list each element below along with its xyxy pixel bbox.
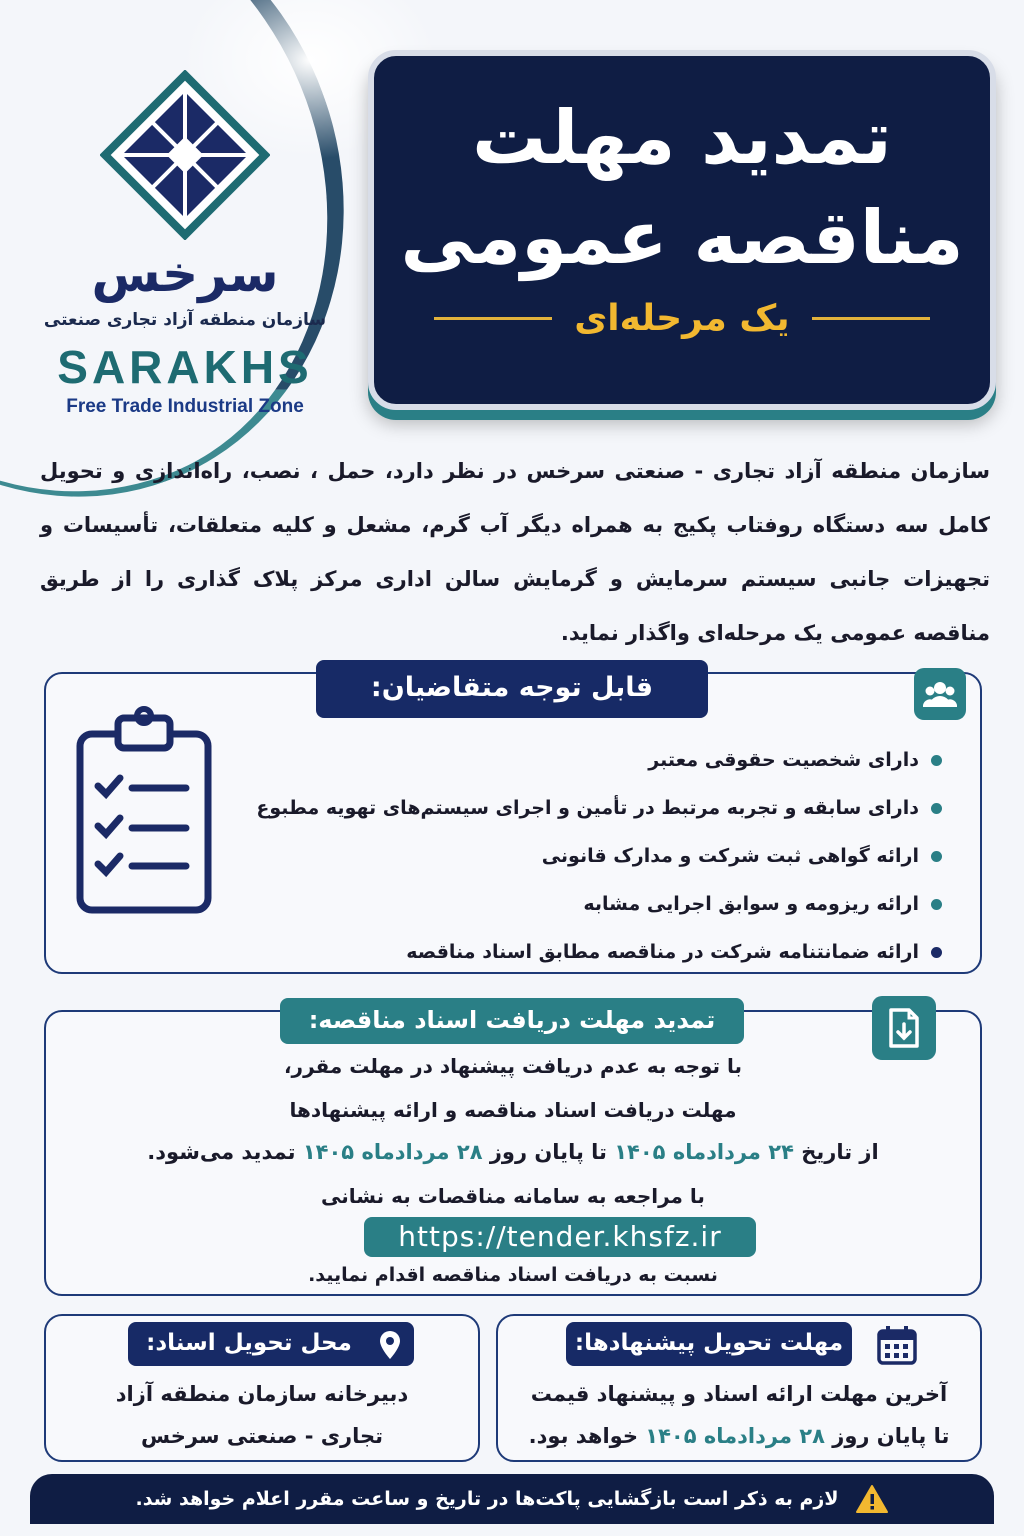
list-item — [256, 736, 942, 784]
location-heading — [128, 1322, 414, 1366]
logo-org-en: Free Trade Industrial Zone — [66, 396, 304, 417]
location-box — [44, 1314, 480, 1462]
tender-url-link[interactable]: https://tender.khsfz.ir — [364, 1217, 756, 1257]
bullet-dot — [931, 947, 942, 958]
gold-divider — [812, 317, 930, 320]
extension-line-2: مهلت دریافت اسناد مناقصه و ارائه پیشنهادها — [289, 1098, 737, 1122]
list-item-text: ارائه ریزومه و سوابق اجرایی مشابه — [583, 893, 919, 915]
deadline-line-2 — [498, 1414, 980, 1458]
location-line-2: تجاری - صنعتی سرخس — [141, 1424, 383, 1448]
footer-text: لازم به ذکر است بازگشایی پاکت‌ها در تاریخ و ساعت مقرر اعلام خواهد شد. — [135, 1488, 839, 1510]
deadline-heading: مهلت تحویل پیشنهادها: — [566, 1322, 852, 1366]
document-download-icon — [872, 996, 936, 1060]
clipboard-checklist-icon — [74, 704, 214, 914]
deadline-line-1: آخرین مهلت ارائه اسناد و پیشنهاد قیمت — [530, 1382, 948, 1406]
intro-paragraph: سازمان منطقه آزاد تجاری - صنعتی سرخس در نظر دارد، حمل ، نصب، راه‌اندازی و تحویل کامل سه دستگاه روفتاب پکیج به همراه دیگر آب گرم، مشعل و کلیه متعلقات، تأسیسات و تجهیزات جانبی سیستم سرمایش و گرمایش سالن اداری مرکز پلاک گذاری را از طریق مناقصه عمومی یک مرحله‌ای واگذار نماید. — [40, 459, 990, 645]
logo-org-fa: سازمان منطقه آزاد تجاری صنعتی — [43, 310, 327, 330]
bullet-dot — [931, 851, 942, 862]
title-subtitle-row — [374, 298, 990, 339]
title-line-2: مناقصه عمومی — [400, 195, 964, 281]
extension-box — [44, 1006, 982, 1296]
list-item-text: ارائه گواهی ثبت شرکت و مدارک قانونی — [541, 845, 919, 867]
extension-line-3 — [46, 1140, 980, 1164]
title-line-1: تمدید مهلت — [472, 95, 892, 181]
extension-date-from: ۲۴ مردادماه ۱۴۰۵ — [614, 1140, 794, 1164]
list-item — [256, 784, 942, 832]
extension-line-4: با مراجعه به سامانه مناقصات به نشانی — [321, 1184, 705, 1208]
title-card — [368, 50, 996, 410]
sarakhs-logo-mark — [100, 70, 270, 240]
title-subtitle: یک مرحله‌ای — [574, 298, 790, 339]
requirements-box — [44, 672, 982, 974]
extension-date-to: ۲۸ مردادماه ۱۴۰۵ — [302, 1140, 483, 1164]
extension-date-prefix: از تاریخ — [801, 1140, 879, 1164]
list-item-text: دارای شخصیت حقوقی معتبر — [648, 749, 919, 771]
list-item — [256, 832, 942, 880]
deadline-box — [496, 1314, 982, 1462]
deadline-suffix: خواهد بود. — [528, 1424, 638, 1448]
location-line-1: دبیرخانه سازمان منطقه آزاد — [115, 1382, 409, 1406]
list-item-text: ارائه ضمانتنامه شرکت در مناقصه مطابق اسناد مناقصه — [406, 941, 919, 963]
logo-name-fa: سرخس — [91, 245, 279, 303]
calendar-icon — [876, 1324, 918, 1366]
bullet-dot — [931, 755, 942, 766]
extension-heading: تمدید مهلت دریافت اسناد مناقصه: — [280, 998, 744, 1044]
requirements-list — [256, 736, 942, 976]
warning-icon — [855, 1484, 889, 1514]
footer-bar — [30, 1474, 994, 1524]
logo-block — [40, 70, 330, 418]
extension-line-1: با توجه به عدم دریافت پیشنهاد در مهلت مقرر، — [283, 1054, 743, 1078]
bullet-dot — [931, 899, 942, 910]
bullet-dot — [931, 803, 942, 814]
deadline-date: ۲۸ مردادماه ۱۴۰۵ — [645, 1424, 825, 1448]
gold-divider — [434, 317, 552, 320]
deadline-prefix: تا پایان روز — [832, 1424, 950, 1448]
users-icon — [914, 668, 966, 720]
location-heading-text: محل تحویل اسناد: — [146, 1330, 352, 1356]
extension-date-mid: تا پایان روز — [489, 1140, 607, 1164]
list-item — [256, 928, 942, 976]
location-pin-icon — [378, 1330, 402, 1360]
list-item-text: دارای سابقه و تجربه مرتبط در تأمین و اجرای سیستم‌های تهویه مطبوع — [256, 797, 919, 819]
list-item — [256, 880, 942, 928]
extension-line-5: نسبت به دریافت اسناد مناقصه اقدام نمایید. — [308, 1264, 718, 1286]
logo-name-en: SARAKHS — [57, 341, 313, 393]
extension-date-suffix: تمدید می‌شود. — [147, 1140, 296, 1164]
requirements-heading: قابل توجه متقاضیان: — [316, 660, 708, 718]
